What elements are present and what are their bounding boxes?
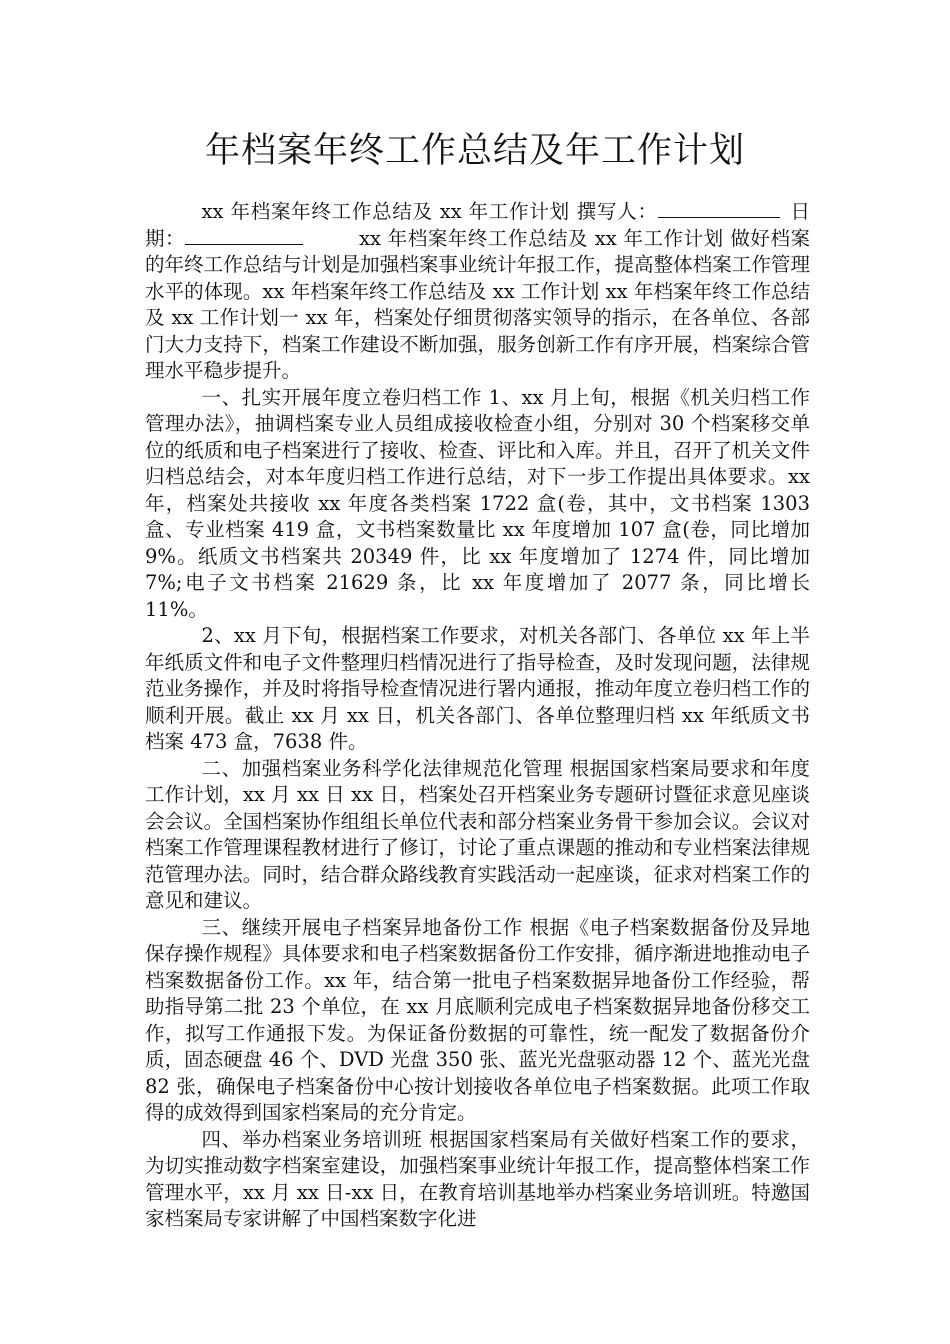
author-blank — [658, 199, 758, 218]
document-title: 年档案年终工作总结及年工作计划 — [204, 131, 745, 171]
paragraph-2: 2、xx 月下旬，根据档案工作要求，对机关各部门、各单位 xx 年上半年纸质文件和电子文件整理归档情况进行了指导检查，及时发现问题，法律规范业务操作，并及时将指导检查情况进行署内通报，推动年度立卷归档工作的顺利开展。截止 xx 月 xx 日，机关各部门、各单位整理归档 xx 年纸质文书档案 473 盒，7638 件。 — [145, 624, 810, 753]
paragraph-5: 四、举办档案业务培训班 根据国家档案局有关做好档案工作的要求，为切实推动数字档案室建设，加强档案事业统计年报工作，提高整体档案工作管理水平，xx 月 xx 日-xx 日，在教育培训基地举办档案业务培训班。特邀国家档案局专家讲解了中国档案数字化进 — [145, 1127, 810, 1230]
intro-paragraph — [145, 199, 830, 385]
paragraph-3: 二、加强档案业务科学化法律规范化管理 根据国家档案局要求和年度工作计划，xx 月 xx 日 xx 日，档案处召开档案业务专题研讨暨征求意见座谈会会议。全国档案协作组组长单位代表和部分档案业务骨干参加会议。会议对档案工作管理课程教材进行了修订，讨论了重点课题的推动和专业档案法律规范管理办法。同时，结合群众路线教育实践活动一起座谈，征求对档案工作的意见和建议。 — [145, 756, 810, 912]
paragraph-4: 三、继续开展电子档案异地备份工作 根据《电子档案数据备份及异地保存操作规程》具体要求和电子档案数据备份工作安排，循序渐进地推动电子档案数据备份工作。xx 年，结合第一批电子档案数据异地备份工作经验，帮助指导第二批 23 个单位，在 xx 月底顺利完成电子档案数据异地备份移交工作，拟写工作通报下发。为保证备份数据的可靠性，统一配发了数据备份介质，固态硬盘 46 个、DVD 光盘 350 张、蓝光光盘驱动器 12 个、蓝光光盘 82 张，确保电子档案备份中心按计划接收各单位电子档案数据。此项工作取得的成效得到国家档案局的充分肯定。 — [145, 915, 810, 1124]
intro-text: xx 年档案年终工作总结及 xx 年工作计划 做好档案的年终工作总结与计划是加强档案事业统计年报工作，提高整体档案工作管理水平的体现。xx 年档案年终工作总结及 xx 工作计划 xx 年档案年终工作总结及 xx 工作计划一 xx 年，档案处仔细贯彻落实领导的指示，在各单位、各部门大力支持下，档案工作建设不断加强，服务创新工作有序开展，档案综合管理水平稳步提升。 — [145, 226, 810, 382]
date-label: 日 期： — [145, 200, 830, 250]
intro-heading: xx 年档案年终工作总结及 xx 年工作计划 撰写人： — [201, 200, 658, 223]
paragraph-1: 一、扎实开展年度立卷归档工作 1、xx 月上旬，根据《机关归档工作管理办法》，抽调档案专业人员组成接收检查小组，分别对 30 个档案移交单位的纸质和电子档案进行了接收、检查、评比和入库。并且，召开了机关文件归档总结会，对本年度归档工作进行总结，对下一步工作提出具体要求。xx 年，档案处共接收 xx 年度各类档案 1722 盒(卷，其中，文书档案 1303 盒、专业档案 419 盒，文书档案数量比 xx 年度增加 107 盒(卷，同比增加 9%。纸质文书档案共 20349 件，比 xx 年度增加了 1274 件，同比增加 7%;电子文书档案 21629 条，比 xx 年度增加了 2077 条，同比增长 11%。 — [145, 385, 810, 621]
document-body — [145, 199, 830, 1233]
author-blank-continued — [758, 199, 780, 218]
date-blank — [185, 226, 303, 245]
